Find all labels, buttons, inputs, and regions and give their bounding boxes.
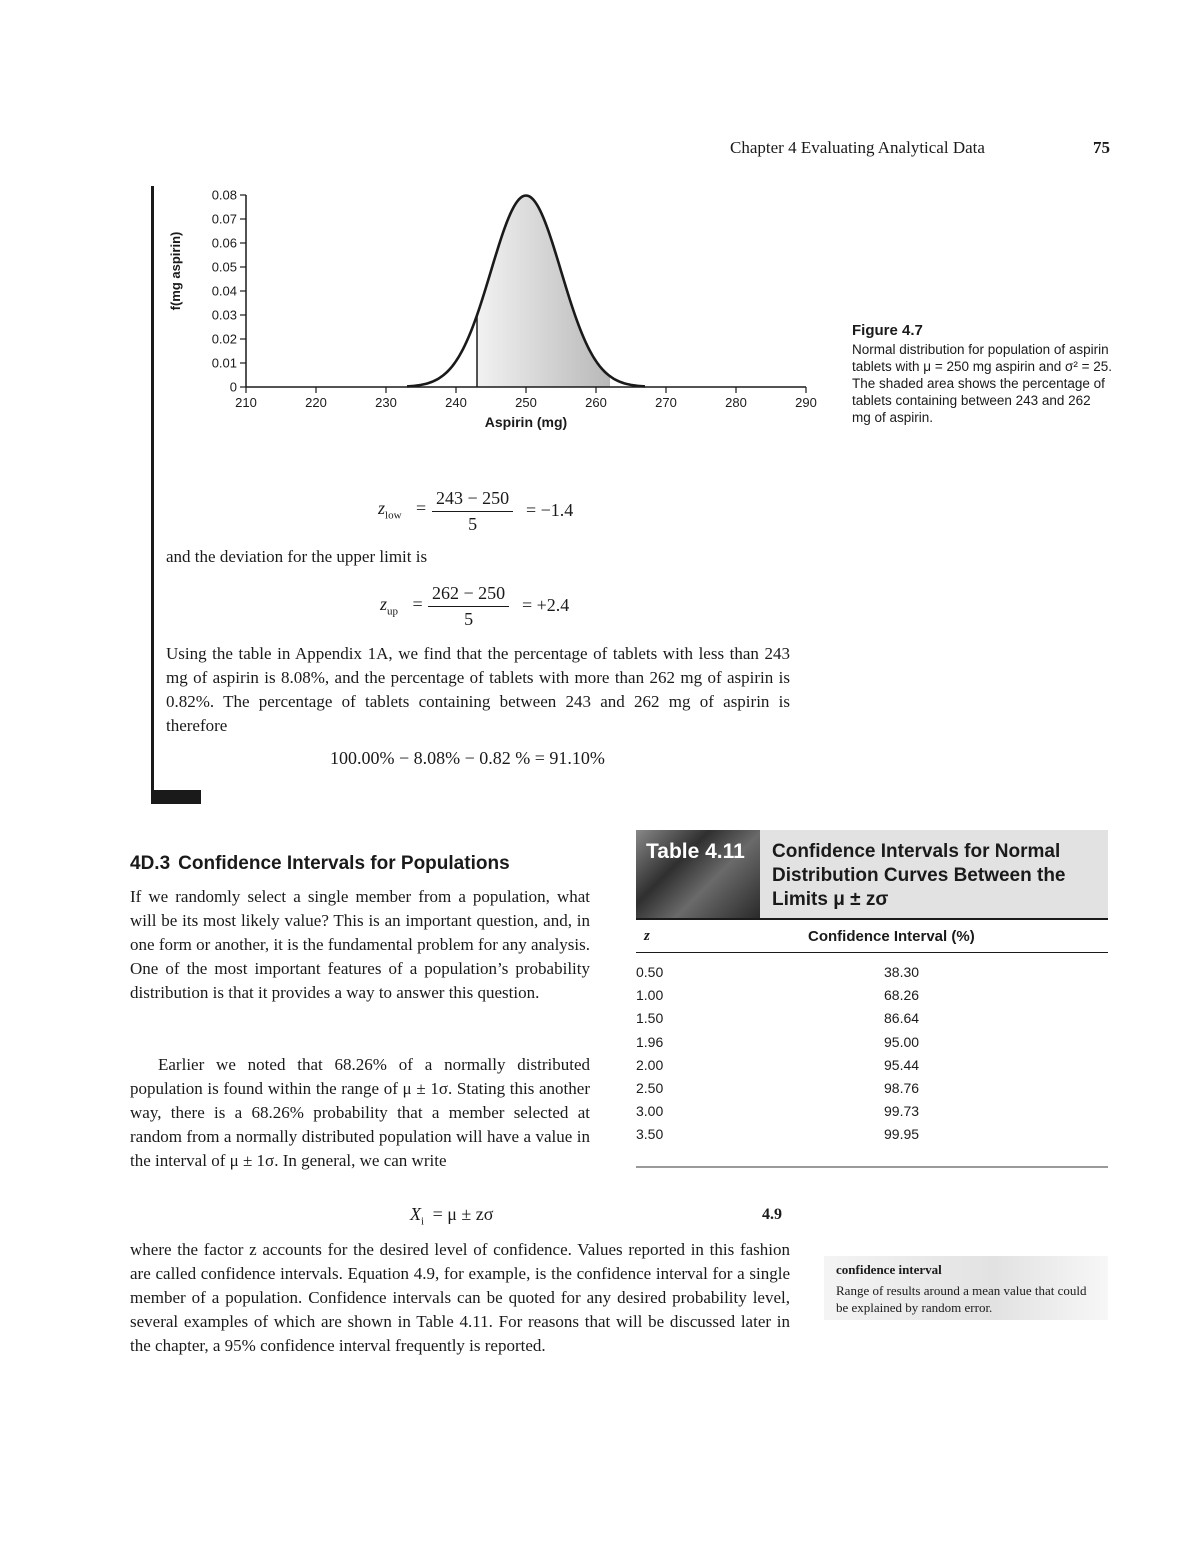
x-tick-label: 220 bbox=[305, 395, 327, 410]
table-row bbox=[636, 1103, 1108, 1126]
page-number: 75 bbox=[1093, 138, 1110, 157]
table-4-11 bbox=[636, 830, 1108, 1168]
eq49-symbol: X bbox=[410, 1204, 421, 1224]
y-tick-label: 0.05 bbox=[211, 259, 237, 275]
table-row bbox=[636, 1126, 1108, 1149]
table-bottom-rule bbox=[636, 1166, 1108, 1168]
x-tick-label: 280 bbox=[725, 395, 747, 410]
glossary-note bbox=[824, 1256, 1108, 1320]
table-cell-z: 1.50 bbox=[636, 1010, 664, 1027]
equation-4-9 bbox=[410, 1204, 493, 1228]
eq-low-subscript: low bbox=[385, 509, 402, 522]
eq49-subscript: i bbox=[421, 1215, 425, 1228]
y-tick-label: 0.03 bbox=[211, 307, 237, 323]
eq-up-symbol: z bbox=[380, 594, 388, 614]
eq-low-result: = −1.4 bbox=[526, 500, 574, 520]
table-column-headers bbox=[636, 922, 1108, 953]
glossary-term: confidence interval bbox=[836, 1262, 942, 1277]
table-cell-confidence: 38.30 bbox=[884, 964, 920, 980]
paragraph-2: Earlier we noted that 68.26% of a normally distributed population is found within the range of μ ± 1σ. Stating this another way, there is a 68.26% probability that a member selected at random from a normally distributed population will have a value in the interval of μ ± 1σ. In general, we can write bbox=[130, 1055, 590, 1170]
column-header-z: z bbox=[644, 928, 650, 944]
text-upper-limit: and the deviation for the upper limit is bbox=[166, 547, 428, 566]
equation-number: 4.9 bbox=[762, 1206, 782, 1223]
y-tick-label: 0.07 bbox=[211, 211, 237, 227]
x-tick-label: 270 bbox=[655, 395, 677, 410]
table-cell-z: 2.00 bbox=[636, 1056, 664, 1073]
running-header bbox=[730, 138, 1110, 162]
paragraph-1: If we randomly select a single member from a population, what will be its most likely value? This is an important question, and, in one form or another, it is the fundamental problem for any analysis. One of the most important features of a population’s probability distribution is that it provides a way to answer this question. bbox=[130, 887, 590, 1002]
table-cell-z: 0.50 bbox=[636, 964, 664, 980]
table-title: Confidence Intervals for Normal Distribution Curves Between the Limits μ ± zσ bbox=[772, 841, 1066, 910]
chapter-title: Chapter 4 Evaluating Analytical Data bbox=[730, 138, 985, 157]
table-label-tab bbox=[636, 830, 760, 918]
figure-label: Figure 4.7 bbox=[852, 322, 923, 339]
eq-up-subscript: up bbox=[387, 605, 399, 618]
x-tick-label: 290 bbox=[795, 395, 817, 410]
equation-z-low: $z_{low}$ = bbox=[378, 498, 427, 522]
table-row bbox=[636, 964, 1108, 987]
table-cell-confidence: 68.26 bbox=[884, 987, 920, 1004]
table-cell-z: 3.50 bbox=[636, 1126, 664, 1143]
y-tick-label: 0.08 bbox=[211, 187, 237, 203]
x-tick-label: 250 bbox=[515, 395, 537, 410]
section-number: 4D.3 bbox=[130, 853, 171, 874]
y-tick-label: 0.06 bbox=[211, 235, 237, 251]
table-row bbox=[636, 1080, 1108, 1103]
eq-up-denominator: 5 bbox=[464, 609, 474, 629]
table-row bbox=[636, 1010, 1108, 1033]
table-row bbox=[636, 987, 1108, 1010]
normal-distribution-chart bbox=[160, 180, 830, 440]
eq-low-numerator: 243 − 250 bbox=[432, 488, 513, 512]
x-tick-label: 260 bbox=[585, 395, 607, 410]
equation-z-up: $z_{up}$ = bbox=[380, 594, 423, 618]
glossary-definition: Range of results around a mean value that could be explained by random error. bbox=[836, 1283, 1087, 1315]
example-side-rule bbox=[151, 186, 154, 804]
x-tick-label: 210 bbox=[235, 395, 257, 410]
table-label: Table 4.11 bbox=[646, 840, 745, 863]
y-tick-label: 0.01 bbox=[211, 355, 237, 371]
section-title: Confidence Intervals for Populations bbox=[178, 853, 510, 874]
table-cell-confidence: 86.64 bbox=[884, 1010, 920, 1027]
table-cell-confidence: 99.95 bbox=[884, 1126, 920, 1143]
table-cell-z: 3.00 bbox=[636, 1103, 664, 1120]
table-body bbox=[636, 964, 1108, 1150]
paragraph-appendix: Using the table in Appendix 1A, we find that the percentage of tablets with less than 243 mg of aspirin is 8.08%, and the percentage of tablets with more than 262 mg of aspirin is 0.82%. The percentage of tablets containing between 243 and 262 mg of aspirin is therefore bbox=[166, 644, 790, 735]
y-tick-label: 0.02 bbox=[211, 331, 237, 347]
table-row bbox=[636, 1057, 1108, 1080]
table-cell-z: 1.96 bbox=[636, 1033, 664, 1050]
column-header-confidence: Confidence Interval (%) bbox=[808, 928, 975, 945]
eq-up-numerator: 262 − 250 bbox=[428, 583, 509, 607]
figure-caption-text: Normal distribution for population of aspirin tablets with μ = 250 mg aspirin and σ² = 25. The shaded area shows the percentage of tablets containing between 243 and 262 mg of aspirin. bbox=[852, 342, 1113, 425]
x-tick-label: 230 bbox=[375, 395, 397, 410]
table-cell-confidence: 95.00 bbox=[884, 1033, 920, 1050]
x-tick-label: 240 bbox=[445, 395, 467, 410]
eq-low-denominator: 5 bbox=[468, 514, 478, 534]
eq-low-fraction bbox=[432, 488, 513, 535]
paragraph-3: where the factor z accounts for the desired level of confidence. Values reported in this fashion are called confidence intervals. Equation 4.9, for example, is the confidence interval for a single member of a population. Confidence intervals can be quoted for any desired probability level, several examples of which are shown in Table 4.11. For reasons that will be discussed later in the chapter, a 95% confidence interval frequently is reported. bbox=[130, 1240, 790, 1355]
section-heading bbox=[130, 853, 510, 875]
table-cell-confidence: 95.44 bbox=[884, 1056, 920, 1073]
x-axis-label: Aspirin (mg) bbox=[484, 414, 568, 430]
eq-up-fraction bbox=[428, 583, 509, 630]
equation-percentage: 100.00% − 8.08% − 0.82 % = 91.10% bbox=[330, 748, 605, 768]
eq-low-symbol: z bbox=[378, 498, 386, 518]
y-tick-label: 0 bbox=[229, 379, 237, 395]
table-cell-z: 1.00 bbox=[636, 987, 664, 1004]
y-tick-label: 0.04 bbox=[211, 283, 237, 299]
table-cell-z: 2.50 bbox=[636, 1079, 664, 1096]
figure-caption bbox=[852, 322, 1112, 426]
example-end-marker bbox=[151, 790, 201, 804]
eq-up-result: = +2.4 bbox=[522, 595, 570, 615]
table-row bbox=[636, 1034, 1108, 1057]
table-cell-confidence: 98.76 bbox=[884, 1079, 920, 1096]
table-cell-confidence: 99.73 bbox=[884, 1103, 920, 1120]
shaded-area bbox=[477, 196, 610, 387]
y-axis-label: f(mg aspirin) bbox=[168, 231, 183, 311]
eq49-rhs: = μ ± zσ bbox=[432, 1204, 494, 1224]
